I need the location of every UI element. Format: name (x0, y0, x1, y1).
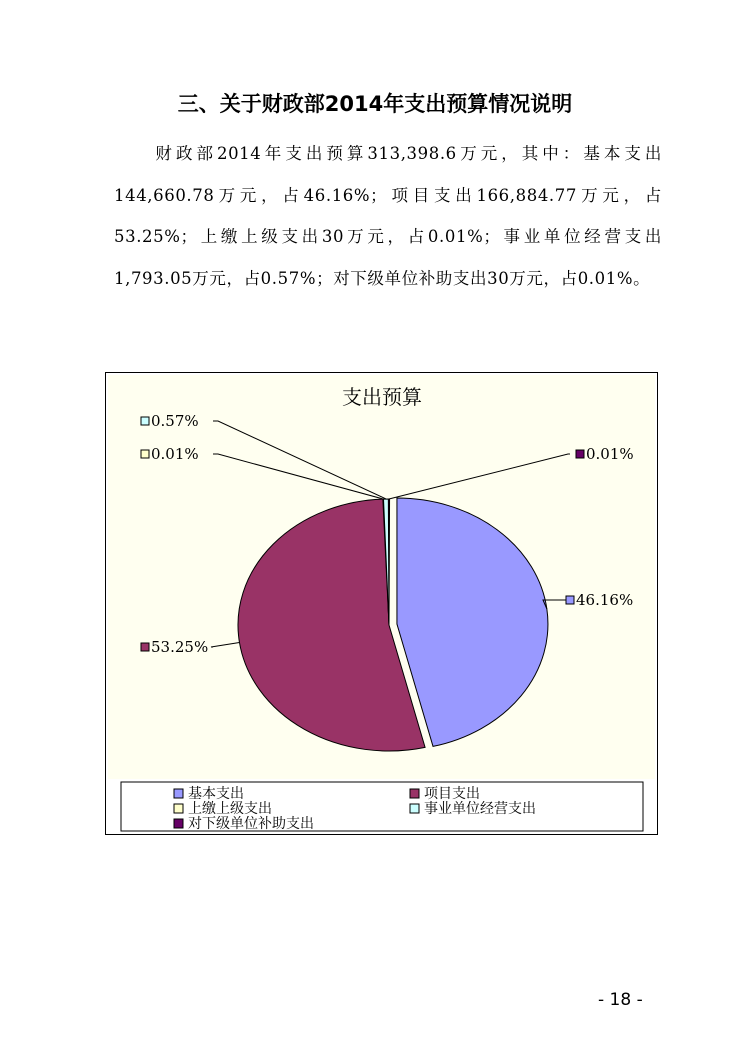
data-label-marker-2 (141, 643, 149, 651)
data-label-marker-3 (141, 450, 149, 458)
data-label-marker-1 (566, 596, 574, 604)
pie-chart (106, 373, 659, 836)
section-heading: 三、关于财政部2014年支出预算情况说明 (177, 92, 573, 116)
legend-swatch-3 (174, 804, 183, 813)
chart-title: 支出预算 (342, 385, 422, 409)
budget-paragraph-text: 财政部2014年支出预算313,398.6万元，其中：基本支出144,660.78万元，占46.16%；项目支出166,884.77万元，占53.25%；上缴上级支出30万元，占0.01%；事业单位经营支出1,793.05万元，占0.57%；对下级单位补助支出30万元，占0.01%。 (114, 144, 662, 288)
legend-swatch-5 (174, 819, 183, 828)
legend-label-3: 上缴上级支出 (188, 801, 272, 817)
legend-swatch-2 (410, 789, 419, 798)
page-number: - 18 - (598, 990, 643, 1010)
data-label-3: 0.01% (151, 445, 199, 463)
legend-swatch-4 (410, 804, 419, 813)
legend-label-4: 事业单位经营支出 (424, 801, 536, 817)
pie-slice-5 (388, 499, 389, 625)
budget-paragraph (114, 133, 662, 299)
data-label-4: 0.57% (151, 412, 199, 430)
data-label-marker-5 (576, 450, 584, 458)
data-label-1: 46.16% (576, 591, 634, 609)
pie-chart-frame (105, 372, 658, 835)
data-label-marker-4 (141, 417, 149, 425)
legend-label-2: 项目支出 (424, 786, 480, 802)
legend-label-1: 基本支出 (188, 786, 244, 802)
legend-swatch-1 (174, 789, 183, 798)
data-label-5: 0.01% (586, 445, 634, 463)
data-label-2: 53.25% (151, 638, 209, 656)
legend-label-5: 对下级单位补助支出 (188, 816, 314, 832)
